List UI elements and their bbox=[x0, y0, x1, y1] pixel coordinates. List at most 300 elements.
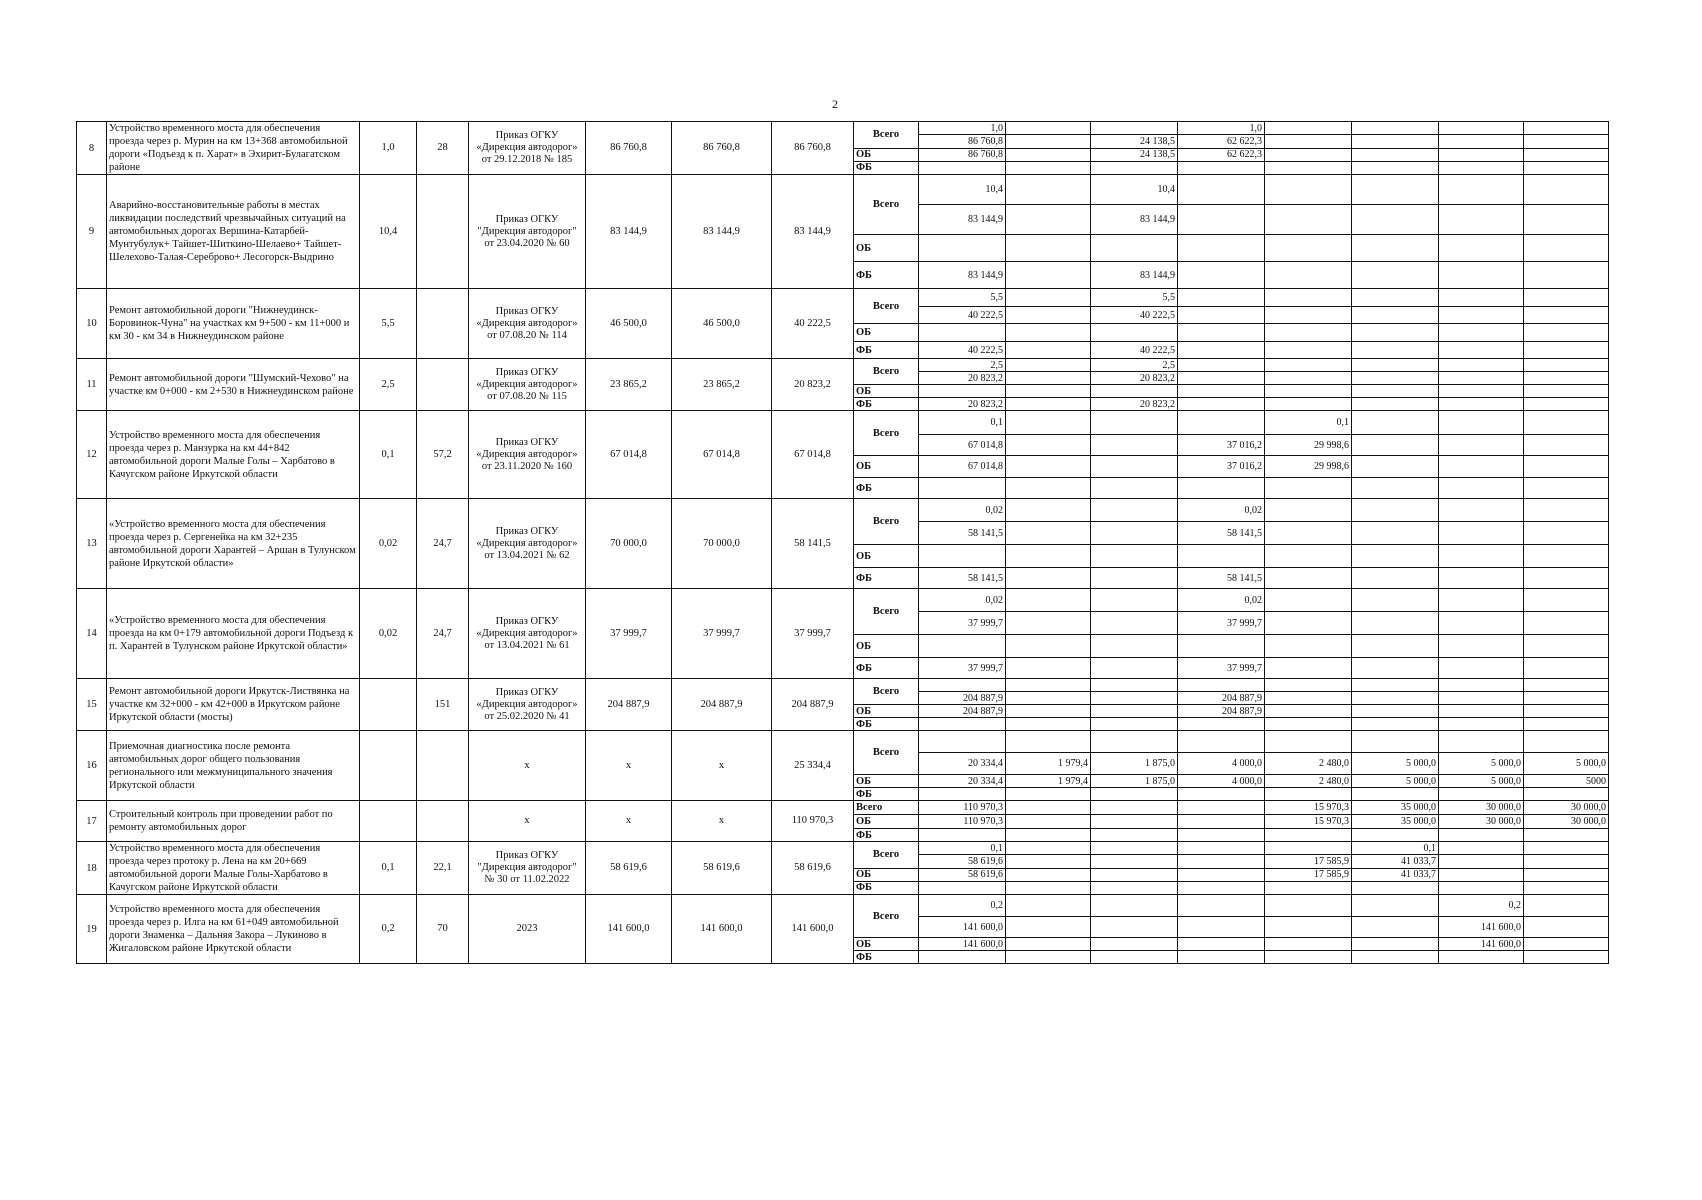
fb-col-3: 20 823,2 bbox=[1091, 398, 1178, 411]
fb-col-8 bbox=[1524, 398, 1609, 411]
total-sum-col-1: 110 970,3 bbox=[919, 801, 1006, 815]
total-sum-col-5: 2 480,0 bbox=[1265, 753, 1352, 775]
fb-col-3 bbox=[1091, 568, 1178, 589]
total-km-col-1: 2,5 bbox=[919, 359, 1006, 372]
total-sum-col-8: 5 000,0 bbox=[1524, 753, 1609, 775]
total-sum-col-6 bbox=[1352, 522, 1439, 545]
ob-col-2 bbox=[1006, 815, 1091, 829]
fb-col-6 bbox=[1352, 788, 1439, 801]
total-sum-col-8 bbox=[1524, 692, 1609, 705]
fb-col-2 bbox=[1006, 262, 1091, 289]
ob-col-5 bbox=[1265, 235, 1352, 262]
total-sum-col-2 bbox=[1006, 205, 1091, 235]
fb-col-2 bbox=[1006, 881, 1091, 894]
label-ob: ОБ bbox=[854, 148, 919, 161]
fb-col-8 bbox=[1524, 478, 1609, 499]
total-km-col-1 bbox=[919, 731, 1006, 753]
cost-2: 141 600,0 bbox=[672, 895, 772, 964]
total-km-col-4 bbox=[1178, 175, 1265, 205]
label-ob: ОБ bbox=[854, 815, 919, 829]
ob-col-8: 30 000,0 bbox=[1524, 815, 1609, 829]
cost-1: 23 865,2 bbox=[586, 359, 672, 411]
column-4: 151 bbox=[417, 679, 469, 731]
fb-col-4: 37 999,7 bbox=[1178, 658, 1265, 679]
cost-1: 86 760,8 bbox=[586, 122, 672, 175]
total-sum-col-2 bbox=[1006, 135, 1091, 148]
basis-document: Приказ ОГКУ «Дирекция автодорог» от 13.04.2021 № 61 bbox=[469, 589, 586, 679]
total-km-col-4: 1,0 bbox=[1178, 122, 1265, 135]
basis-document: х bbox=[469, 731, 586, 801]
ob-col-6 bbox=[1352, 635, 1439, 658]
fb-col-4: 58 141,5 bbox=[1178, 568, 1265, 589]
ob-col-7: 5 000,0 bbox=[1439, 775, 1524, 788]
length-km: 0,1 bbox=[360, 411, 417, 499]
cost-1: 83 144,9 bbox=[586, 175, 672, 289]
ob-col-8 bbox=[1524, 705, 1609, 718]
ob-col-4 bbox=[1178, 545, 1265, 568]
row-number: 13 bbox=[77, 499, 107, 589]
total-sum-col-2: 1 979,4 bbox=[1006, 753, 1091, 775]
table-row bbox=[77, 731, 1609, 753]
ob-col-3 bbox=[1091, 456, 1178, 478]
fb-col-6 bbox=[1352, 718, 1439, 731]
total-km-col-4: 0,02 bbox=[1178, 589, 1265, 612]
total-km-col-2 bbox=[1006, 122, 1091, 135]
fb-col-6 bbox=[1352, 951, 1439, 964]
total-km-col-4 bbox=[1178, 842, 1265, 855]
total-sum-col-3 bbox=[1091, 522, 1178, 545]
fb-col-6 bbox=[1352, 262, 1439, 289]
ob-col-7 bbox=[1439, 324, 1524, 342]
fb-col-1 bbox=[919, 788, 1006, 801]
ob-col-5 bbox=[1265, 705, 1352, 718]
fb-col-4 bbox=[1178, 718, 1265, 731]
ob-col-1 bbox=[919, 635, 1006, 658]
total-sum-col-4 bbox=[1178, 307, 1265, 324]
fb-col-2 bbox=[1006, 829, 1091, 842]
fb-col-7 bbox=[1439, 951, 1524, 964]
total-sum-col-2 bbox=[1006, 435, 1091, 456]
ob-col-8 bbox=[1524, 456, 1609, 478]
cost-2: 46 500,0 bbox=[672, 289, 772, 359]
total-sum-col-2 bbox=[1006, 855, 1091, 868]
ob-col-4 bbox=[1178, 324, 1265, 342]
total-sum-col-7 bbox=[1439, 205, 1524, 235]
cost-3: 37 999,7 bbox=[772, 589, 854, 679]
total-sum-col-8 bbox=[1524, 307, 1609, 324]
ob-col-1: 141 600,0 bbox=[919, 938, 1006, 951]
ob-col-2 bbox=[1006, 635, 1091, 658]
total-km-col-4 bbox=[1178, 359, 1265, 372]
ob-col-5: 2 480,0 bbox=[1265, 775, 1352, 788]
total-km-col-7 bbox=[1439, 679, 1524, 692]
total-sum-col-2 bbox=[1006, 612, 1091, 635]
ob-col-2 bbox=[1006, 868, 1091, 881]
total-sum-col-7 bbox=[1439, 372, 1524, 385]
total-km-col-7: 0,2 bbox=[1439, 895, 1524, 917]
column-4: 28 bbox=[417, 122, 469, 175]
total-sum-col-2 bbox=[1006, 522, 1091, 545]
row-number: 19 bbox=[77, 895, 107, 964]
column-4 bbox=[417, 359, 469, 411]
label-fb: ФБ bbox=[854, 398, 919, 411]
total-sum-col-5 bbox=[1265, 522, 1352, 545]
total-sum-col-5 bbox=[1265, 917, 1352, 938]
total-sum-col-1: 58 619,6 bbox=[919, 855, 1006, 868]
total-sum-col-5 bbox=[1265, 135, 1352, 148]
total-km-col-2 bbox=[1006, 679, 1091, 692]
ob-col-8 bbox=[1524, 235, 1609, 262]
ob-col-5: 17 585,9 bbox=[1265, 868, 1352, 881]
total-sum-col-1: 20 334,4 bbox=[919, 753, 1006, 775]
fb-col-5 bbox=[1265, 568, 1352, 589]
total-km-col-8 bbox=[1524, 289, 1609, 307]
fb-col-7 bbox=[1439, 568, 1524, 589]
fb-col-8 bbox=[1524, 951, 1609, 964]
total-km-col-4 bbox=[1178, 731, 1265, 753]
fb-col-3 bbox=[1091, 829, 1178, 842]
fb-col-5 bbox=[1265, 478, 1352, 499]
total-km-col-3: 10,4 bbox=[1091, 175, 1178, 205]
fb-col-6 bbox=[1352, 829, 1439, 842]
total-km-col-8 bbox=[1524, 499, 1609, 522]
ob-col-7 bbox=[1439, 148, 1524, 161]
object-name: Ремонт автомобильной дороги Иркутск-Листвянка на участке км 32+000 - км 42+000 в Иркутском районе Иркутской области (мосты) bbox=[107, 679, 360, 731]
ob-col-8 bbox=[1524, 148, 1609, 161]
ob-col-1 bbox=[919, 324, 1006, 342]
fb-col-7 bbox=[1439, 262, 1524, 289]
total-sum-col-7 bbox=[1439, 435, 1524, 456]
total-sum-col-6 bbox=[1352, 917, 1439, 938]
label-ob: ОБ bbox=[854, 385, 919, 398]
total-km-col-5: 0,1 bbox=[1265, 411, 1352, 435]
fb-col-1 bbox=[919, 718, 1006, 731]
total-sum-col-3 bbox=[1091, 801, 1178, 815]
cost-1: 67 014,8 bbox=[586, 411, 672, 499]
fb-col-2 bbox=[1006, 398, 1091, 411]
cost-1: 70 000,0 bbox=[586, 499, 672, 589]
table-row bbox=[77, 175, 1609, 205]
total-km-col-1: 0,2 bbox=[919, 895, 1006, 917]
length-km: 0,02 bbox=[360, 589, 417, 679]
label-ob: ОБ bbox=[854, 456, 919, 478]
column-4 bbox=[417, 731, 469, 801]
total-km-col-1: 0,02 bbox=[919, 589, 1006, 612]
fb-col-4 bbox=[1178, 262, 1265, 289]
total-km-col-8 bbox=[1524, 175, 1609, 205]
page-number: 2 bbox=[832, 97, 838, 111]
ob-col-6 bbox=[1352, 235, 1439, 262]
total-sum-col-5: 17 585,9 bbox=[1265, 855, 1352, 868]
total-km-col-5 bbox=[1265, 499, 1352, 522]
total-sum-col-3 bbox=[1091, 855, 1178, 868]
label-ob: ОБ bbox=[854, 775, 919, 788]
total-km-col-4 bbox=[1178, 289, 1265, 307]
total-sum-col-6 bbox=[1352, 372, 1439, 385]
fb-col-4 bbox=[1178, 951, 1265, 964]
ob-col-1: 110 970,3 bbox=[919, 815, 1006, 829]
total-sum-col-4 bbox=[1178, 917, 1265, 938]
cost-3: 20 823,2 bbox=[772, 359, 854, 411]
label-fb: ФБ bbox=[854, 568, 919, 589]
label-total: Всего bbox=[854, 289, 919, 324]
total-sum-col-4: 37 999,7 bbox=[1178, 612, 1265, 635]
basis-document: Приказ ОГКУ «Дирекция автодорог» от 25.02.2020 № 41 bbox=[469, 679, 586, 731]
fb-col-3 bbox=[1091, 718, 1178, 731]
fb-col-8 bbox=[1524, 658, 1609, 679]
fb-col-5 bbox=[1265, 881, 1352, 894]
fb-col-3 bbox=[1091, 478, 1178, 499]
total-km-col-4: 0,02 bbox=[1178, 499, 1265, 522]
total-km-col-1: 0,1 bbox=[919, 411, 1006, 435]
total-sum-col-6 bbox=[1352, 612, 1439, 635]
total-km-col-2 bbox=[1006, 499, 1091, 522]
fb-col-2 bbox=[1006, 718, 1091, 731]
cost-2: 58 619,6 bbox=[672, 842, 772, 895]
ob-col-5 bbox=[1265, 545, 1352, 568]
ob-col-5 bbox=[1265, 635, 1352, 658]
ob-col-6 bbox=[1352, 705, 1439, 718]
cost-1: х bbox=[586, 731, 672, 801]
total-km-col-1: 5,5 bbox=[919, 289, 1006, 307]
row-number: 14 bbox=[77, 589, 107, 679]
total-sum-col-4: 37 016,2 bbox=[1178, 435, 1265, 456]
ob-col-3 bbox=[1091, 705, 1178, 718]
fb-col-7 bbox=[1439, 829, 1524, 842]
fb-col-5 bbox=[1265, 342, 1352, 359]
label-fb: ФБ bbox=[854, 829, 919, 842]
fb-col-2 bbox=[1006, 951, 1091, 964]
basis-document: Приказ ОГКУ «Дирекция автодорог» от 07.08.20 № 115 bbox=[469, 359, 586, 411]
fb-col-4 bbox=[1178, 161, 1265, 174]
total-sum-col-6 bbox=[1352, 205, 1439, 235]
fb-col-5 bbox=[1265, 262, 1352, 289]
row-number: 17 bbox=[77, 801, 107, 842]
ob-col-8 bbox=[1524, 324, 1609, 342]
label-fb: ФБ bbox=[854, 718, 919, 731]
ob-col-7 bbox=[1439, 705, 1524, 718]
total-sum-col-5: 15 970,3 bbox=[1265, 801, 1352, 815]
total-sum-col-8 bbox=[1524, 135, 1609, 148]
total-sum-col-3: 1 875,0 bbox=[1091, 753, 1178, 775]
fb-col-7 bbox=[1439, 161, 1524, 174]
total-sum-col-7 bbox=[1439, 855, 1524, 868]
total-sum-col-5 bbox=[1265, 372, 1352, 385]
total-sum-col-6 bbox=[1352, 692, 1439, 705]
cost-2: 67 014,8 bbox=[672, 411, 772, 499]
total-km-col-1 bbox=[919, 679, 1006, 692]
ob-col-4: 4 000,0 bbox=[1178, 775, 1265, 788]
total-sum-col-8 bbox=[1524, 917, 1609, 938]
total-km-col-2 bbox=[1006, 359, 1091, 372]
total-sum-col-7 bbox=[1439, 135, 1524, 148]
total-sum-col-1: 20 823,2 bbox=[919, 372, 1006, 385]
ob-col-4 bbox=[1178, 938, 1265, 951]
ob-col-3 bbox=[1091, 545, 1178, 568]
ob-col-4: 204 887,9 bbox=[1178, 705, 1265, 718]
total-km-col-6 bbox=[1352, 359, 1439, 372]
ob-col-8 bbox=[1524, 938, 1609, 951]
fb-col-8 bbox=[1524, 788, 1609, 801]
total-sum-col-3: 83 144,9 bbox=[1091, 205, 1178, 235]
table-row bbox=[77, 589, 1609, 612]
total-km-col-8 bbox=[1524, 679, 1609, 692]
ob-col-5 bbox=[1265, 324, 1352, 342]
total-sum-col-4 bbox=[1178, 205, 1265, 235]
length-km: 0,1 bbox=[360, 842, 417, 895]
cost-3: 110 970,3 bbox=[772, 801, 854, 842]
column-4: 22,1 bbox=[417, 842, 469, 895]
row-number: 10 bbox=[77, 289, 107, 359]
table-row bbox=[77, 679, 1609, 692]
ob-col-4: 62 622,3 bbox=[1178, 148, 1265, 161]
fb-col-6 bbox=[1352, 568, 1439, 589]
ob-col-3 bbox=[1091, 635, 1178, 658]
fb-col-7 bbox=[1439, 398, 1524, 411]
table-row bbox=[77, 499, 1609, 522]
total-sum-col-2 bbox=[1006, 372, 1091, 385]
label-ob: ОБ bbox=[854, 235, 919, 262]
object-name: Устройство временного моста для обеспечения проезда через р. Мурин на км 13+368 автомобильной дороги «Подъезд к п. Харат» в Эхирит-Булагатском районе bbox=[107, 122, 360, 175]
total-sum-col-2 bbox=[1006, 692, 1091, 705]
ob-col-2: 1 979,4 bbox=[1006, 775, 1091, 788]
label-total: Всего bbox=[854, 359, 919, 385]
fb-col-8 bbox=[1524, 262, 1609, 289]
total-km-col-1: 1,0 bbox=[919, 122, 1006, 135]
ob-col-6 bbox=[1352, 938, 1439, 951]
fb-col-3 bbox=[1091, 161, 1178, 174]
total-km-col-7 bbox=[1439, 731, 1524, 753]
total-sum-col-6: 35 000,0 bbox=[1352, 801, 1439, 815]
cost-3: 40 222,5 bbox=[772, 289, 854, 359]
label-total: Всего bbox=[854, 842, 919, 869]
length-km: 10,4 bbox=[360, 175, 417, 289]
total-km-col-2 bbox=[1006, 589, 1091, 612]
ob-col-3 bbox=[1091, 868, 1178, 881]
object-name: Аварийно-восстановительные работы в местах ликвидации последствий чрезвычайных ситуаций на автомобильных дорогах Вершина-Катарбей-Мунтубулук+ Тайшет-Шиткино-Шелаево+ Тайшет-Шелехово-Талая-Сереброво+ Лесогорск-Выдрино bbox=[107, 175, 360, 289]
ob-col-3: 1 875,0 bbox=[1091, 775, 1178, 788]
label-fb: ФБ bbox=[854, 788, 919, 801]
table-row bbox=[77, 122, 1609, 135]
cost-3: 58 619,6 bbox=[772, 842, 854, 895]
ob-col-1 bbox=[919, 235, 1006, 262]
object-name: Ремонт автомобильной дороги "Нижнеудинск-Боровинок-Чуна" на участках км 9+500 - км 11+000 и км 30 - км 34 в Нижнеудинском районе bbox=[107, 289, 360, 359]
fb-col-5 bbox=[1265, 829, 1352, 842]
total-km-col-3 bbox=[1091, 411, 1178, 435]
total-km-col-3 bbox=[1091, 679, 1178, 692]
budget-table bbox=[76, 121, 1609, 964]
fb-col-3 bbox=[1091, 951, 1178, 964]
total-km-col-7 bbox=[1439, 499, 1524, 522]
length-km: 0,02 bbox=[360, 499, 417, 589]
ob-col-1: 58 619,6 bbox=[919, 868, 1006, 881]
fb-col-8 bbox=[1524, 829, 1609, 842]
fb-col-4 bbox=[1178, 398, 1265, 411]
cost-1: 141 600,0 bbox=[586, 895, 672, 964]
total-km-col-4 bbox=[1178, 679, 1265, 692]
fb-col-2 bbox=[1006, 568, 1091, 589]
ob-col-3: 24 138,5 bbox=[1091, 148, 1178, 161]
cost-2: 86 760,8 bbox=[672, 122, 772, 175]
fb-col-1: 37 999,7 bbox=[919, 658, 1006, 679]
ob-col-4 bbox=[1178, 815, 1265, 829]
fb-col-1 bbox=[919, 829, 1006, 842]
total-km-col-1: 10,4 bbox=[919, 175, 1006, 205]
fb-col-2 bbox=[1006, 658, 1091, 679]
object-name: «Устройство временного моста для обеспечения проезда на км 0+179 автомобильной дороги Подъезд к п. Харантей в Тулунском районе Иркутской области» bbox=[107, 589, 360, 679]
total-km-col-3 bbox=[1091, 895, 1178, 917]
basis-document: Приказ ОГКУ "Дирекция автодорог" от 23.04.2020 № 60 bbox=[469, 175, 586, 289]
total-sum-col-1: 204 887,9 bbox=[919, 692, 1006, 705]
object-name: Устройство временного моста для обеспечения проезда через р. Манзурка на км 44+842 автомобильной дороги Малые Голы – Харбатово в Качугском районе Иркутской области bbox=[107, 411, 360, 499]
basis-document: 2023 bbox=[469, 895, 586, 964]
fb-col-8 bbox=[1524, 161, 1609, 174]
basis-document: Приказ ОГКУ «Дирекция автодорог» от 07.08.20 № 114 bbox=[469, 289, 586, 359]
total-km-col-6 bbox=[1352, 499, 1439, 522]
total-sum-col-4 bbox=[1178, 855, 1265, 868]
total-km-col-3: 5,5 bbox=[1091, 289, 1178, 307]
row-number: 8 bbox=[77, 122, 107, 175]
column-4: 24,7 bbox=[417, 499, 469, 589]
fb-col-7 bbox=[1439, 718, 1524, 731]
total-sum-col-5 bbox=[1265, 205, 1352, 235]
total-sum-col-6 bbox=[1352, 435, 1439, 456]
fb-col-5 bbox=[1265, 398, 1352, 411]
total-sum-col-3: 24 138,5 bbox=[1091, 135, 1178, 148]
total-sum-col-8 bbox=[1524, 435, 1609, 456]
column-4 bbox=[417, 175, 469, 289]
object-name: Устройство временного моста для обеспечения проезда через протоку р. Лена на км 20+669 автомобильной дороги Малые Голы-Харбатово в Качугском районе Иркутской области bbox=[107, 842, 360, 895]
total-sum-col-3 bbox=[1091, 435, 1178, 456]
total-km-col-2 bbox=[1006, 411, 1091, 435]
fb-col-2 bbox=[1006, 342, 1091, 359]
basis-document: Приказ ОГКУ «Дирекция автодорог» от 13.04.2021 № 62 bbox=[469, 499, 586, 589]
ob-col-8 bbox=[1524, 545, 1609, 568]
ob-col-4 bbox=[1178, 635, 1265, 658]
fb-col-1 bbox=[919, 951, 1006, 964]
cost-3: 86 760,8 bbox=[772, 122, 854, 175]
total-sum-col-8 bbox=[1524, 205, 1609, 235]
total-km-col-3 bbox=[1091, 589, 1178, 612]
label-total: Всего bbox=[854, 589, 919, 635]
label-fb: ФБ bbox=[854, 161, 919, 174]
total-sum-col-8: 30 000,0 bbox=[1524, 801, 1609, 815]
fb-col-7 bbox=[1439, 788, 1524, 801]
fb-col-1: 40 222,5 bbox=[919, 342, 1006, 359]
row-number: 16 bbox=[77, 731, 107, 801]
label-ob: ОБ bbox=[854, 635, 919, 658]
cost-1: 46 500,0 bbox=[586, 289, 672, 359]
fb-col-4 bbox=[1178, 829, 1265, 842]
ob-col-6: 41 033,7 bbox=[1352, 868, 1439, 881]
fb-col-1 bbox=[919, 881, 1006, 894]
cost-2: х bbox=[672, 801, 772, 842]
total-sum-col-2 bbox=[1006, 917, 1091, 938]
ob-col-8 bbox=[1524, 868, 1609, 881]
label-ob: ОБ bbox=[854, 868, 919, 881]
ob-col-6 bbox=[1352, 545, 1439, 568]
ob-col-6 bbox=[1352, 324, 1439, 342]
fb-col-5 bbox=[1265, 788, 1352, 801]
ob-col-3 bbox=[1091, 938, 1178, 951]
table-row bbox=[77, 801, 1609, 815]
label-fb: ФБ bbox=[854, 478, 919, 499]
label-total: Всего bbox=[854, 801, 919, 815]
ob-col-5 bbox=[1265, 938, 1352, 951]
total-sum-col-7 bbox=[1439, 307, 1524, 324]
total-sum-col-4: 62 622,3 bbox=[1178, 135, 1265, 148]
fb-col-8 bbox=[1524, 342, 1609, 359]
